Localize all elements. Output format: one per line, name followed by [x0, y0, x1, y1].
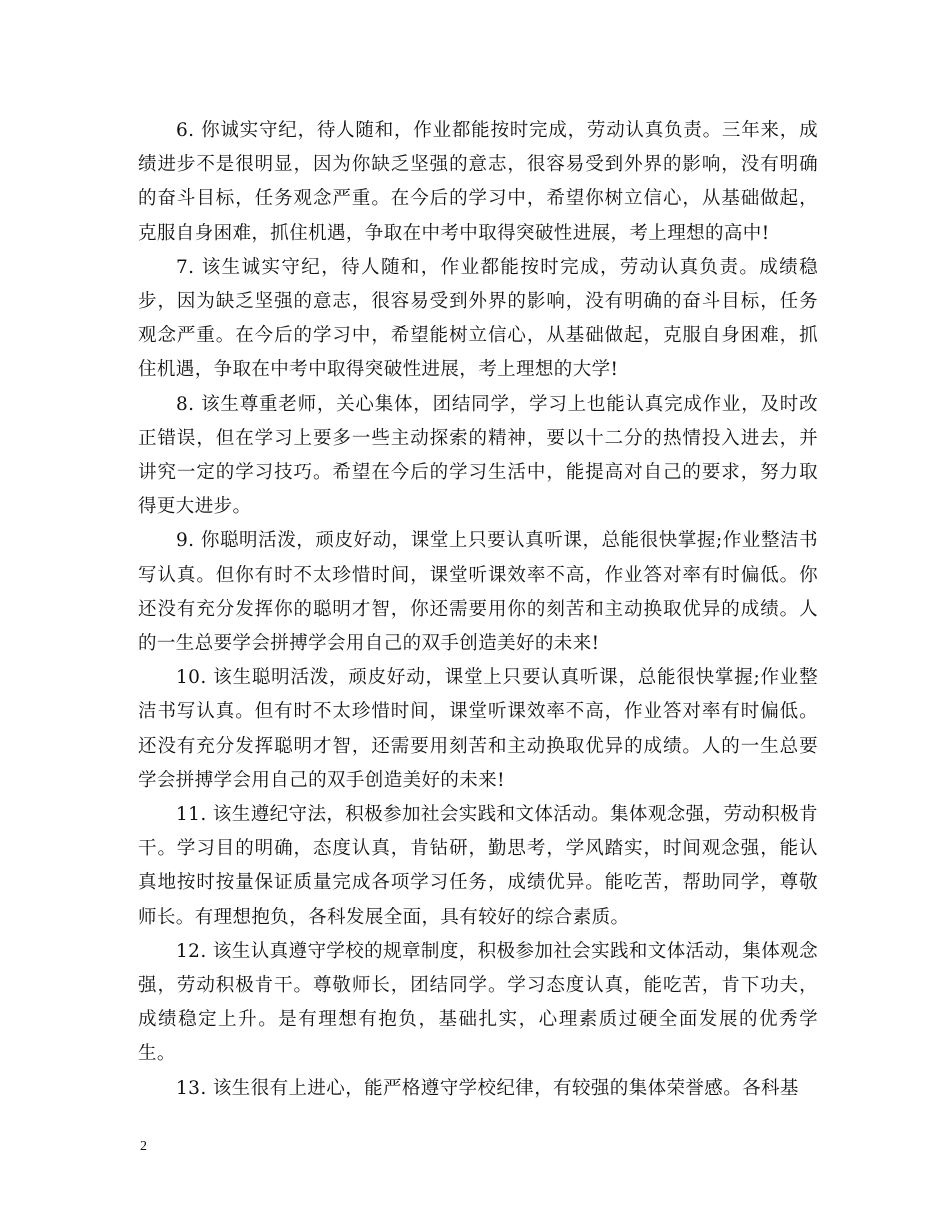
paragraph-13: 13. 该生很有上进心，能严格遵守学校纪律，有较强的集体荣誉感。各科基	[176, 1077, 799, 1099]
document-body	[138, 114, 818, 1106]
paragraph-9: 9. 你聪明活泼，顽皮好动，课堂上只要认真听课，总能很快掌握;作业整洁书写认真。但你有时不太珍惜时间，课堂听课效率不高，作业答对率有时偏低。你还没有充分发挥你的聪明才智，你还需要用你的刻苦和主动换取优异的成绩。人的一生总要学会拼搏学会用自己的双手创造美好的未来!	[138, 530, 818, 655]
paragraph-11: 11. 该生遵纪守法，积极参加社会实践和文体活动。集体观念强，劳动积极肯干。学习目的明确，态度认真，肯钻研，勤思考，学风踏实，时间观念强，能认真地按时按量保证质量完成各项学习任务，成绩优异。能吃苦，帮助同学，尊敬师长。有理想抱负，各科发展全面，具有较好的综合素质。	[138, 804, 818, 928]
paragraph-10: 10. 该生聪明活泼，顽皮好动，课堂上只要认真听课，总能很快掌握;作业整洁书写认真。但有时不太珍惜时间，课堂听课效率不高，作业答对率有时偏低。还没有充分发挥聪明才智，还需要用刻苦和主动换取优异的成绩。人的一生总要学会拼搏学会用自己的双手创造美好的未来!	[138, 667, 818, 791]
paragraph-7: 7. 该生诚实守纪，待人随和，作业都能按时完成，劳动认真负责。成绩稳步，因为缺乏坚强的意志，很容易受到外界的影响，没有明确的奋斗目标，任务观念严重。在今后的学习中，希望能树立信心，从基础做起，克服自身困难，抓住机遇，争取在中考中取得突破性进展，考上理想的大学!	[138, 256, 818, 381]
page-number: 2	[140, 1139, 147, 1154]
paragraph-12: 12. 该生认真遵守学校的规章制度，积极参加社会实践和文体活动，集体观念强，劳动积极肯干。尊敬师长，团结同学。学习态度认真，能吃苦，肯下功夫，成绩稳定上升。是有理想有抱负，基础扎实，心理素质过硬全面发展的优秀学生。	[138, 940, 818, 1065]
paragraph-8: 8. 该生尊重老师，关心集体，团结同学，学习上也能认真完成作业，及时改正错误，但在学习上要多一些主动探索的精神，要以十二分的热情投入进去，并讲究一定的学习技巧。希望在今后的学习生活中，能提高对自己的要求，努力取得更大进步。	[138, 393, 818, 518]
paragraph-6: 6. 你诚实守纪，待人随和，作业都能按时完成，劳动认真负责。三年来，成绩进步不是很明显，因为你缺乏坚强的意志，很容易受到外界的影响，没有明确的奋斗目标，任务观念严重。在今后的学习中，希望你树立信心，从基础做起，克服自身困难，抓住机遇，争取在中考中取得突破性进展，考上理想的高中!	[138, 120, 818, 244]
